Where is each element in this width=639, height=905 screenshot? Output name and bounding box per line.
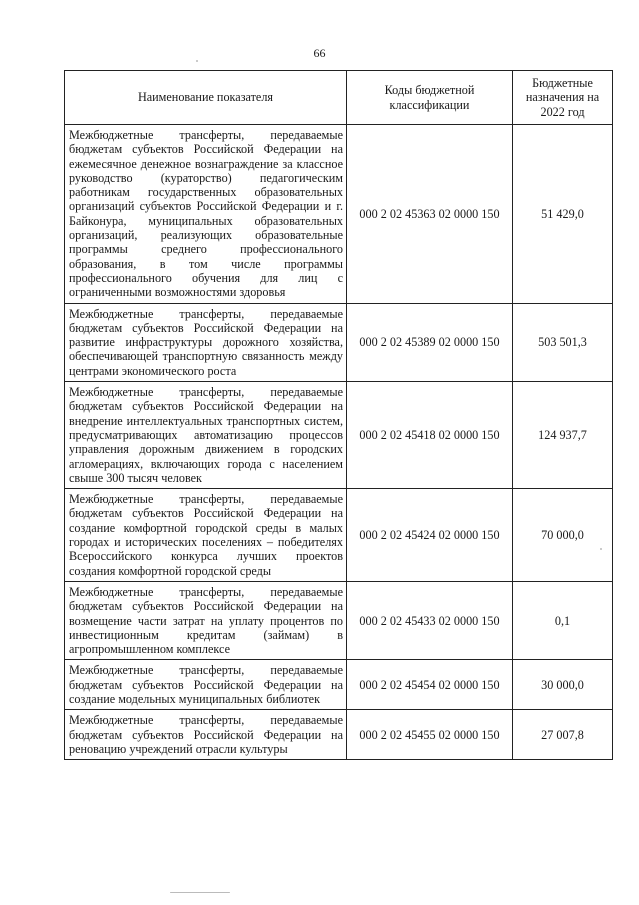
table-row <box>65 660 613 710</box>
budget-code: 000 2 02 45424 02 0000 150 <box>347 489 513 582</box>
budget-amount: 124 937,7 <box>513 382 613 489</box>
header-budget-code: Коды бюджетной классификации <box>347 71 513 125</box>
budget-code: 000 2 02 45454 02 0000 150 <box>347 660 513 710</box>
budget-amount: 503 501,3 <box>513 303 613 381</box>
indicator-name: Межбюджетные трансферты, передаваемые бюджетам субъектов Российской Федерации на возмещение части затрат на уплату процентов по инвестиционным кредитам (займам) в агропромышленном комплексе <box>65 581 347 659</box>
table-row <box>65 382 613 489</box>
table-row <box>65 710 613 760</box>
indicator-name: Межбюджетные трансферты, передаваемые бюджетам субъектов Российской Федерации на реновацию учреждений отрасли культуры <box>65 710 347 760</box>
scan-speck <box>170 892 230 893</box>
indicator-name: Межбюджетные трансферты, передаваемые бюджетам субъектов Российской Федерации на развитие инфраструктуры дорожного хозяйства, обеспечивающей транспортную связанность между центрами экономического роста <box>65 303 347 381</box>
table-header-row <box>65 71 613 125</box>
budget-code: 000 2 02 45433 02 0000 150 <box>347 581 513 659</box>
scan-speck <box>196 60 198 62</box>
budget-code: 000 2 02 45363 02 0000 150 <box>347 125 513 304</box>
indicator-name: Межбюджетные трансферты, передаваемые бюджетам субъектов Российской Федерации на создание комфортной городской среды в малых городах и исторических поселениях – победителях Всероссийского конкурса лучших проектов создания комфортной городской среды <box>65 489 347 582</box>
header-budget-amount: Бюджетные назначения на 2022 год <box>513 71 613 125</box>
budget-code: 000 2 02 45418 02 0000 150 <box>347 382 513 489</box>
table-row <box>65 489 613 582</box>
budget-amount: 51 429,0 <box>513 125 613 304</box>
budget-amount: 30 000,0 <box>513 660 613 710</box>
budget-table <box>64 70 613 760</box>
header-indicator-name: Наименование показателя <box>65 71 347 125</box>
indicator-name: Межбюджетные трансферты, передаваемые бюджетам субъектов Российской Федерации на создание модельных муниципальных библиотек <box>65 660 347 710</box>
page-number: 66 <box>313 46 326 60</box>
table-row <box>65 581 613 659</box>
budget-code: 000 2 02 45389 02 0000 150 <box>347 303 513 381</box>
budget-amount: 70 000,0 <box>513 489 613 582</box>
table-row <box>65 125 613 304</box>
table-row <box>65 303 613 381</box>
budget-code: 000 2 02 45455 02 0000 150 <box>347 710 513 760</box>
budget-amount: 0,1 <box>513 581 613 659</box>
indicator-name: Межбюджетные трансферты, передаваемые бюджетам субъектов Российской Федерации на внедрение интеллектуальных транспортных систем, предусматривающих автоматизацию процессов управления дорожным движением в городских агломерациях, включающих города с населением свыше 300 тысяч человек <box>65 382 347 489</box>
indicator-name: Межбюджетные трансферты, передаваемые бюджетам субъектов Российской Федерации на ежемесячное денежное вознаграждение за классное руководство (кураторство) педагогическим работникам государственных образовательных организаций субъектов Российской Федерации и г. Байконура, муниципальных образовательных организаций, реализующих образовательные программы среднего профессионального образования, в том числе программы профессионального обучения для лиц с ограниченными возможностями здоровья <box>65 125 347 304</box>
scan-speck <box>600 548 602 550</box>
budget-amount: 27 007,8 <box>513 710 613 760</box>
